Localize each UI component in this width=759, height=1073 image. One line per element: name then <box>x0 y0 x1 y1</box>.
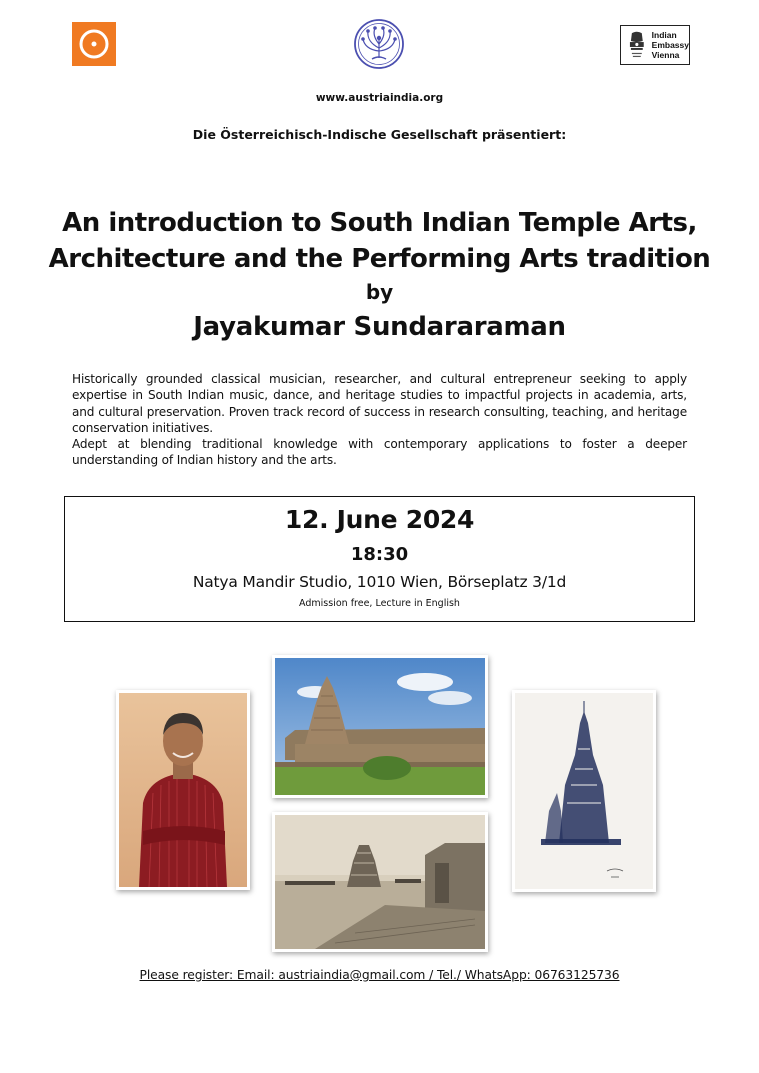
indian-embassy-vienna-logo <box>620 25 690 65</box>
website-link[interactable]: www.austriaindia.org <box>315 92 444 104</box>
event-date: 12. June 2024 <box>284 505 475 534</box>
presenter-line: Die Österreichisch-Indische Gesellschaft präsentiert: <box>192 127 567 142</box>
speaker-bio <box>72 371 687 469</box>
registration-contact[interactable]: Please register: Email: austriaindia@gmail.com / Tel./ WhatsApp: 06763125736 <box>139 968 620 982</box>
temple-engraving <box>272 812 488 952</box>
speaker-portrait <box>116 690 250 890</box>
event-title <box>0 205 759 277</box>
event-venue: Natya Mandir Studio, 1010 Wien, Börseplatz 3/1d <box>192 573 567 591</box>
event-time: 18:30 <box>350 544 409 565</box>
ashoka-emblem-icon <box>625 29 649 61</box>
speaker-name: Jayakumar Sundararaman <box>193 312 566 342</box>
embassy-line-1: Indian <box>651 30 677 40</box>
title-line-1: An introduction to South Indian Temple Arts, <box>62 208 697 238</box>
bio-paragraph-2: Adept at blending traditional knowledge with contemporary applications to foster a deeper understanding of Indian history and the arts. <box>72 437 687 468</box>
event-note: Admission free, Lecture in English <box>299 598 460 609</box>
by-label: by <box>365 280 394 304</box>
orange-sun-logo <box>72 22 116 66</box>
event-details-box <box>64 496 695 622</box>
temple-ink-drawing <box>512 690 656 892</box>
temple-photo <box>272 655 488 798</box>
title-line-2: Architecture and the Performing Arts tradition <box>48 244 711 274</box>
bio-paragraph-1: Historically grounded classical musician, researcher, and cultural entrepreneur seeking to apply expertise in South Indian music, dance, and heritage studies to impactful projects in academia, arts, and cultural preservation. Proven track record of success in research consulting, teaching, and heritage conservation initiatives. <box>72 372 687 435</box>
embassy-line-2: Embassy <box>651 40 689 50</box>
embassy-line-3: Vienna <box>651 50 680 60</box>
austria-india-society-logo <box>353 18 405 70</box>
